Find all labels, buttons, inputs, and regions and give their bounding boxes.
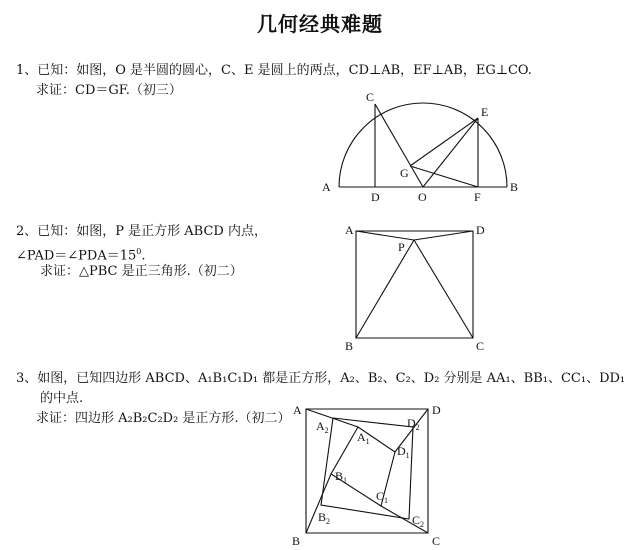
label-o: O bbox=[418, 190, 427, 204]
label-a: A bbox=[293, 403, 302, 417]
label-c: C bbox=[476, 339, 485, 353]
problem-2-proof-goal: 求证：△PBC 是正三角形.（初二） bbox=[40, 264, 243, 279]
label-c2: $C_2$ bbox=[412, 513, 425, 529]
problem-2-statement: 2、已知：如图，P 是正方形 ABCD 内点， bbox=[16, 224, 267, 239]
label-g: G bbox=[400, 166, 409, 180]
label-d: D bbox=[371, 190, 380, 204]
problem-3-proof-goal: 求证：四边形 A₂B₂C₂D₂ 是正方形.（初二） bbox=[36, 411, 291, 426]
label-d: D bbox=[432, 403, 441, 417]
label-a: A bbox=[345, 223, 354, 237]
label-b1: $B_1$ bbox=[335, 469, 348, 485]
label-b: B bbox=[510, 180, 519, 194]
problem-1-proof-goal: 求证：CD＝GF.（初三） bbox=[36, 83, 182, 98]
label-c: C bbox=[366, 90, 375, 104]
label-b2: $B_2$ bbox=[318, 510, 331, 526]
label-p: P bbox=[398, 240, 405, 254]
label-e: E bbox=[481, 105, 489, 119]
page-title: 几何经典难题 bbox=[257, 12, 383, 36]
label-d: D bbox=[476, 223, 485, 237]
problem-1-statement: 1、已知：如图，O 是半圆的圆心，C、E 是圆上的两点，CD⊥AB，EF⊥AB，EG⊥CO. bbox=[16, 63, 532, 78]
label-b: B bbox=[345, 339, 354, 353]
label-b: B bbox=[292, 534, 301, 548]
label-d2: $D_2$ bbox=[407, 416, 420, 432]
problem-2-angle-condition: $\angle PAD=\angle PDA=15^0$. bbox=[16, 247, 146, 264]
label-c: C bbox=[432, 534, 441, 548]
label-c1: $C_1$ bbox=[376, 489, 389, 505]
label-f: F bbox=[474, 190, 481, 204]
label-d1: $D_1$ bbox=[397, 444, 410, 460]
problem-3-statement: 3、如图，已知四边形 ABCD、A₁B₁C₁D₁ 都是正方形，A₂、B₂、C₂、D₂ 分别是 AA₁、BB₁、CC₁、DD₁ bbox=[16, 371, 626, 386]
label-a2: $A_2$ bbox=[316, 419, 329, 435]
label-a: A bbox=[322, 180, 331, 194]
label-a1: $A_1$ bbox=[357, 430, 370, 446]
problem-3-continuation: 的中点. bbox=[40, 391, 84, 406]
